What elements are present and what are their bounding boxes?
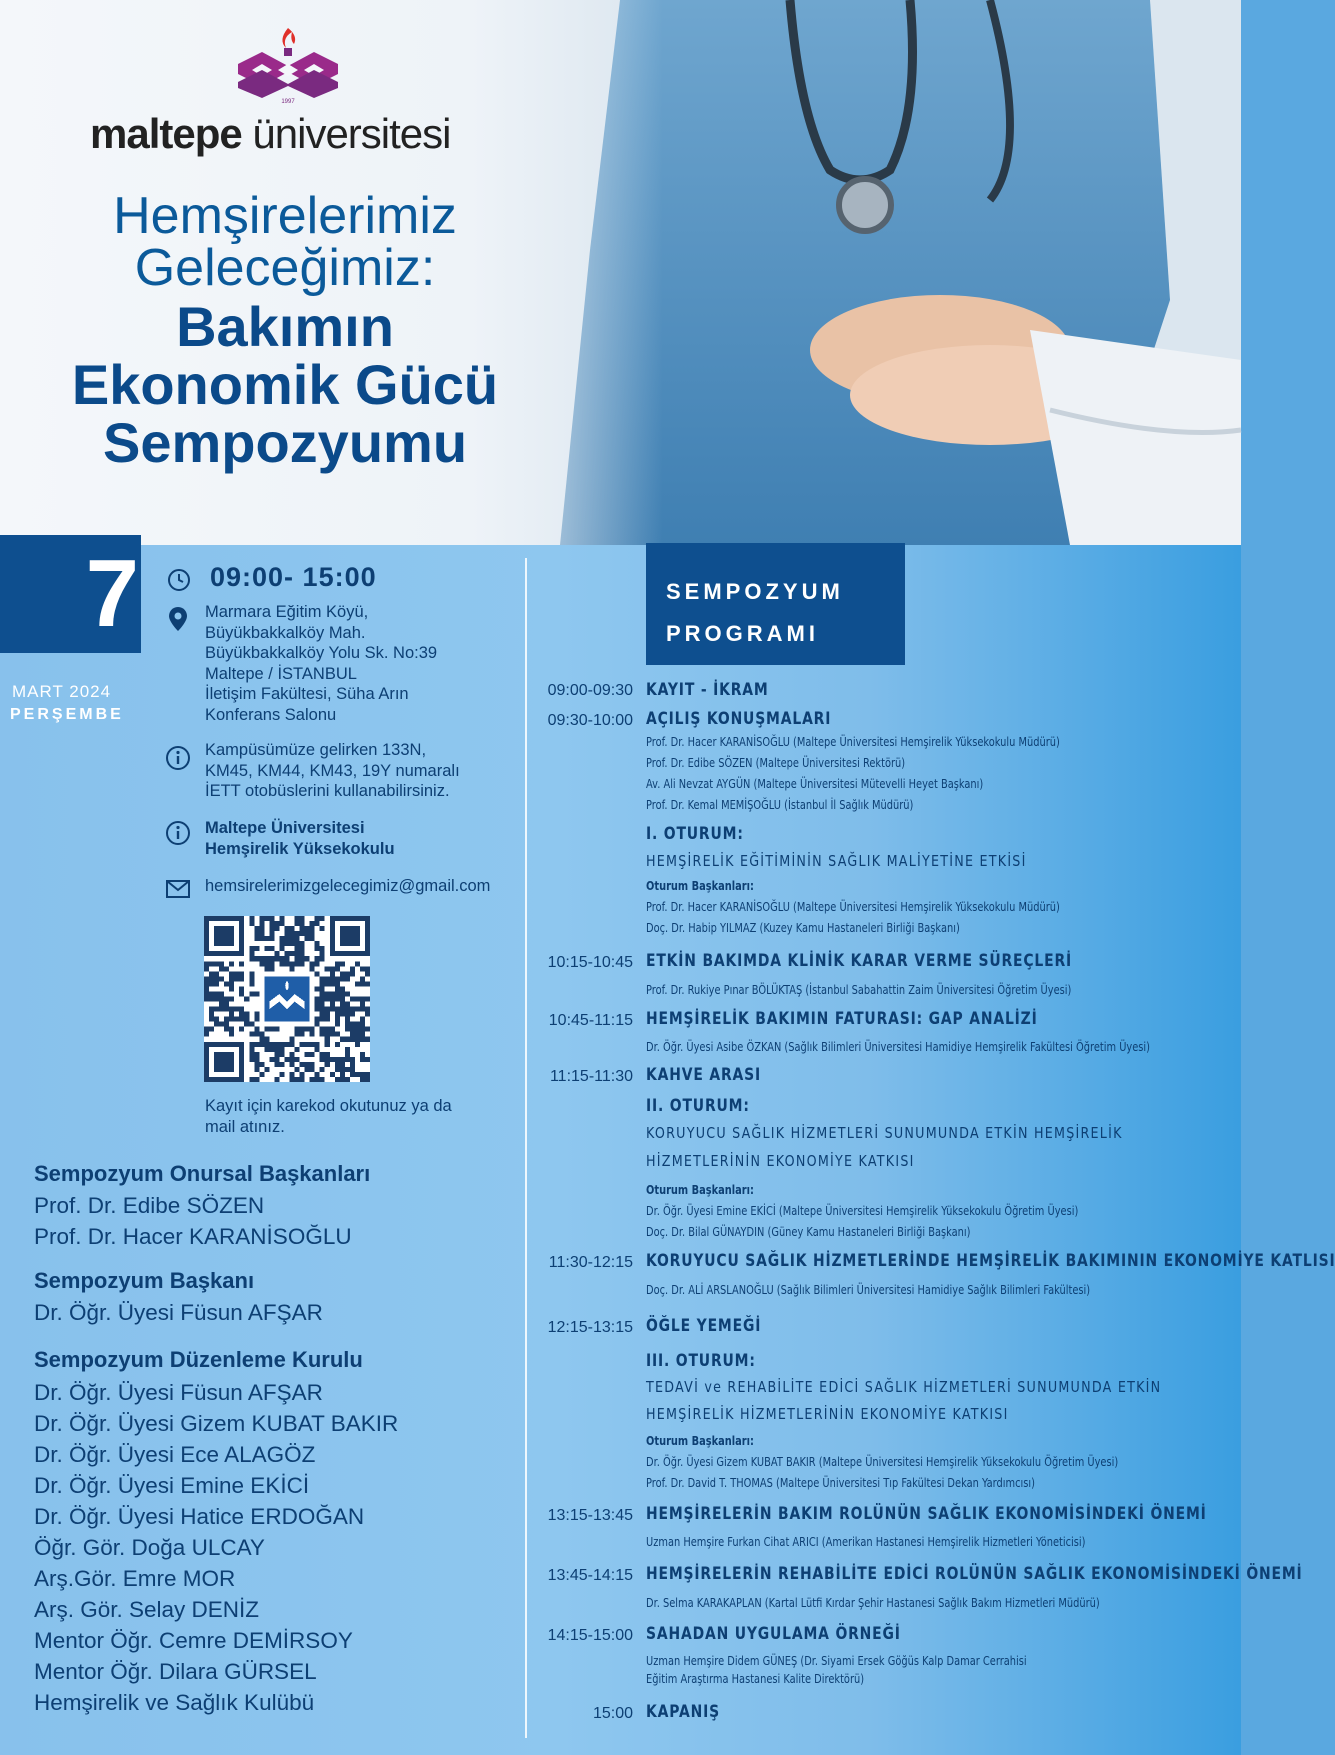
committee-member: Dr. Öğr. Üyesi Füsun AFŞAR <box>34 1380 323 1405</box>
committee-member: Arş.Gör. Emre MOR <box>34 1566 236 1591</box>
organizing-committee-heading: Sempozyum Düzenleme Kurulu <box>34 1347 363 1372</box>
program-speaker: Prof. Dr. Edibe SÖZEN (Maltepe Üniversitesi Rektörü) <box>646 756 906 770</box>
program-time: 09:00-09:30 <box>547 682 633 699</box>
honorary-chairs-heading: Sempozyum Onursal Başkanları <box>34 1161 371 1186</box>
date-day-box <box>0 535 141 653</box>
committee-member: Dr. Öğr. Üyesi Füsun AFŞAR <box>34 1300 323 1325</box>
session-title: III. OTURUM: <box>646 1351 756 1371</box>
organizing-committee-list <box>34 1377 398 1718</box>
program-time: 10:45-11:15 <box>548 1012 633 1029</box>
honorary-chairs-list <box>34 1190 352 1252</box>
committee-member: Mentor Öğr. Dilara GÜRSEL <box>34 1659 317 1684</box>
address-line: Konferans Salonu <box>205 705 337 724</box>
organizer-line: Hemşirelik Yüksekokulu <box>205 839 395 858</box>
chair-heading: Sempozyum Başkanı <box>34 1268 255 1293</box>
envelope-icon <box>166 880 190 898</box>
chair-list <box>34 1297 323 1328</box>
transport-line: Kampüsümüze gelirken 133N, <box>205 741 427 759</box>
clock-icon <box>167 568 191 592</box>
organizer-line: Maltepe Üniversitesi <box>205 819 365 837</box>
date-weekday: PERŞEMBE <box>10 706 124 723</box>
program-speaker: Doç. Dr. ALİ ARSLANOĞLU (Sağlık Bilimleri Üniversitesi Hamidiye Sağlık Bilimleri Fakültesi) <box>646 1283 1091 1297</box>
program-time: 15:00 <box>592 1705 633 1722</box>
program-time: 12:15-13:15 <box>547 1319 633 1336</box>
symposium-title-light <box>0 187 570 297</box>
program-time: 11:30-12:15 <box>548 1254 633 1271</box>
program-speaker: Prof. Dr. Rukiye Pınar BÖLÜKTAŞ (İstanbul Sabahattin Zaim Üniversitesi Öğretim Üyesi) <box>646 983 1072 997</box>
program-speaker: Dr. Selma KARAKAPLAN (Kartal Lütfi Kırdar Şehir Hastanesi Sağlık Bakım Hizmetleri Müdürü) <box>646 1596 1100 1610</box>
location-pin-icon <box>168 606 188 632</box>
date-day: 7 <box>85 540 139 647</box>
committee-member: Dr. Öğr. Üyesi Hatice ERDOĞAN <box>34 1504 365 1529</box>
address-line: Marmara Eğitim Köyü, <box>205 603 369 621</box>
address-line: Büyükbakkalköy Yolu Sk. No:39 <box>205 644 438 662</box>
university-wordmark <box>90 110 490 158</box>
program-speaker: Uzman Hemşire Furkan Cihat ARICI (Amerikan Hastanesi Hemşirelik Hizmetleri Yöneticisi) <box>646 1535 1086 1549</box>
committee-member: Arş. Gör. Selay DENİZ <box>34 1597 260 1622</box>
committee-member: Dr. Öğr. Üyesi Emine EKİCİ <box>34 1473 310 1498</box>
session-subtitle: TEDAVİ ve REHABİLİTE EDİCİ SAĞLIK HİZMETLERİ SUNUMUNDA ETKİN <box>646 1378 1162 1396</box>
program-item-title: AÇILIŞ KONUŞMALARI <box>646 709 832 729</box>
program-item-title: HEMŞİRELİK BAKIMIN FATURASI: GAP ANALİZİ <box>646 1009 1038 1029</box>
program-heading-line: PROGRAMI <box>666 621 819 646</box>
address-line: İletişim Fakültesi, Süha Arın <box>205 685 409 703</box>
program-item-title: KAPANIŞ <box>646 1702 720 1722</box>
session-subtitle: HİZMETLERİNİN EKONOMİYE KATKISI <box>646 1152 915 1170</box>
nurse-holding-hands-photo <box>470 0 1241 545</box>
session-chair: Dr. Öğr. Üyesi Gizem KUBAT BAKIR (Maltepe Üniversitesi Hemşirelik Yüksekokulu Öğretim Üyesi) <box>646 1455 1119 1469</box>
committee-member: Dr. Öğr. Üyesi Ece ALAGÖZ <box>34 1442 316 1467</box>
program-item-title: HEMŞİRELERİN REHABİLİTE EDİCİ ROLÜNÜN SAĞLIK EKONOMİSİNDEKİ ÖNEMİ <box>646 1564 1303 1584</box>
program-time: 10:15-10:45 <box>547 954 633 971</box>
transport-info <box>205 740 460 802</box>
wordmark-bold: maltepe <box>90 110 242 157</box>
program-time: 11:15-11:30 <box>549 1068 633 1085</box>
venue-address <box>205 602 437 725</box>
committee-member: Öğr. Gör. Doğa ULCAY <box>34 1535 265 1560</box>
program-time: 14:15-15:00 <box>547 1627 633 1644</box>
committee-member: Hemşirelik ve Sağlık Kulübü <box>34 1690 315 1715</box>
hero-banner <box>0 0 1241 545</box>
program-speaker: Uzman Hemşire Didem GÜNEŞ (Dr. Siyami Ersek Göğüs Kalp Damar Cerrahisi <box>646 1654 1027 1668</box>
program-item-title: ETKİN BAKIMDA KLİNİK KARAR VERME SÜREÇLERİ <box>646 951 1073 971</box>
program-speaker: Dr. Öğr. Üyesi Asibe ÖZKAN (Sağlık Bilimleri Üniversitesi Hamidiye Hemşirelik Fakültesi Öğretim Üyesi) <box>646 1040 1151 1054</box>
info-icon <box>165 745 191 771</box>
program-heading-box <box>646 543 905 665</box>
transport-line: İETT otobüslerini kullanabilirsiniz. <box>205 782 450 800</box>
session-subtitle: HEMŞİRELİK HİZMETLERİNİN EKONOMİYE KATKISI <box>646 1405 1009 1423</box>
program-time: 09:30-10:00 <box>547 712 633 729</box>
address-line: Büyükbakkalköy Mah. <box>205 623 366 642</box>
qr-note-line: Kayıt için karekod okutunuz ya da <box>205 1097 452 1115</box>
logo-year: 1997 <box>281 99 295 105</box>
qr-note-line: mail atınız. <box>205 1117 285 1136</box>
session-chair: Dr. Öğr. Üyesi Emine EKİCİ (Maltepe Üniversitesi Hemşirelik Yüksekokulu Öğretim Üyesi) <box>646 1204 1079 1218</box>
program-item-title: SAHADAN UYGULAMA ÖRNEĞİ <box>646 1624 901 1644</box>
title-line: Ekonomik Gücü <box>71 353 499 416</box>
program-item-title: KAYIT - İKRAM <box>646 680 769 700</box>
date-month-year: MART 2024 <box>12 682 112 701</box>
committee-member: Mentor Öğr. Cemre DEMİRSOY <box>34 1628 353 1653</box>
title-line: Geleceğimiz: <box>134 239 436 297</box>
program-item-title: ÖĞLE YEMEĞİ <box>646 1316 762 1336</box>
info-icon <box>165 820 191 846</box>
qr-instruction <box>205 1096 505 1137</box>
column-divider <box>525 558 527 1738</box>
registration-qr-code[interactable] <box>204 916 370 1082</box>
program-item-title: KAHVE ARASI <box>646 1065 761 1085</box>
session-chairs-label: Oturum Başkanları: <box>646 879 754 893</box>
organizer-info <box>205 818 395 859</box>
session-subtitle: HEMŞİRELİK EĞİTİMİNİN SAĞLIK MALİYETİNE ETKİSİ <box>646 852 1027 870</box>
session-chair: Prof. Dr. David T. THOMAS (Maltepe Üniversitesi Tıp Fakültesi Dekan Yardımcısı) <box>646 1476 1035 1490</box>
session-chairs-label: Oturum Başkanları: <box>646 1434 754 1448</box>
program-speaker: Prof. Dr. Hacer KARANİSOĞLU (Maltepe Üniversitesi Hemşirelik Yüksekokulu Müdürü) <box>646 735 1060 749</box>
program-speaker: Av. Ali Nevzat AYGÜN (Maltepe Üniversitesi Mütevelli Heyet Başkanı) <box>646 777 984 791</box>
program-speaker: Prof. Dr. Kemal MEMİŞOĞLU (İstanbul İl Sağlık Müdürü) <box>646 798 914 812</box>
session-subtitle: KORUYUCU SAĞLIK HİZMETLERİ SUNUMUNDA ETKİN HEMŞİRELİK <box>646 1124 1123 1142</box>
committee-member: Prof. Dr. Hacer KARANİSOĞLU <box>34 1224 352 1249</box>
committee-member: Dr. Öğr. Üyesi Gizem KUBAT BAKIR <box>34 1411 399 1436</box>
session-chair: Doç. Dr. Habip YILMAZ (Kuzey Kamu Hastaneleri Birliği Başkanı) <box>646 921 960 935</box>
title-line: Hemşirelerimiz <box>113 187 457 245</box>
program-time: 13:45-14:15 <box>547 1567 633 1584</box>
university-logo-icon <box>238 26 338 104</box>
program-time: 13:15-13:45 <box>547 1507 633 1524</box>
transport-line: KM45, KM44, KM43, 19Y numaralı <box>205 761 460 780</box>
session-chair: Prof. Dr. Hacer KARANİSOĞLU (Maltepe Üniversitesi Hemşirelik Yüksekokulu Müdürü) <box>646 900 1060 914</box>
committee-member: Prof. Dr. Edibe SÖZEN <box>34 1193 265 1218</box>
program-item-title: KORUYUCU SAĞLIK HİZMETLERİNDE HEMŞİRELİK BAKIMININ EKONOMİYE KATLISI <box>646 1251 1335 1271</box>
session-chair: Doç. Dr. Bilal GÜNAYDIN (Güney Kamu Hastaneleri Birliği Başkanı) <box>646 1225 971 1239</box>
title-line: Bakımın <box>176 295 394 358</box>
address-line: Maltepe / İSTANBUL <box>205 664 357 683</box>
symposium-title-bold <box>0 295 570 474</box>
event-time: 09:00- 15:00 <box>210 562 377 592</box>
title-line: Sempozyumu <box>102 411 468 474</box>
program-heading-line: SEMPOZYUM <box>666 579 844 604</box>
session-title: II. OTURUM: <box>646 1096 750 1116</box>
session-title: I. OTURUM: <box>646 824 744 844</box>
wordmark-light: üniversitesi <box>241 110 451 157</box>
contact-email[interactable]: hemsirelerimizgelecegimiz@gmail.com <box>205 877 491 895</box>
program-speaker: Eğitim Araştırma Hastanesi Kalite Direktörü) <box>646 1672 865 1686</box>
program-item-title: HEMŞİRELERİN BAKIM ROLÜNÜN SAĞLIK EKONOMİSİNDEKİ ÖNEMİ <box>646 1504 1207 1524</box>
session-chairs-label: Oturum Başkanları: <box>646 1183 754 1197</box>
